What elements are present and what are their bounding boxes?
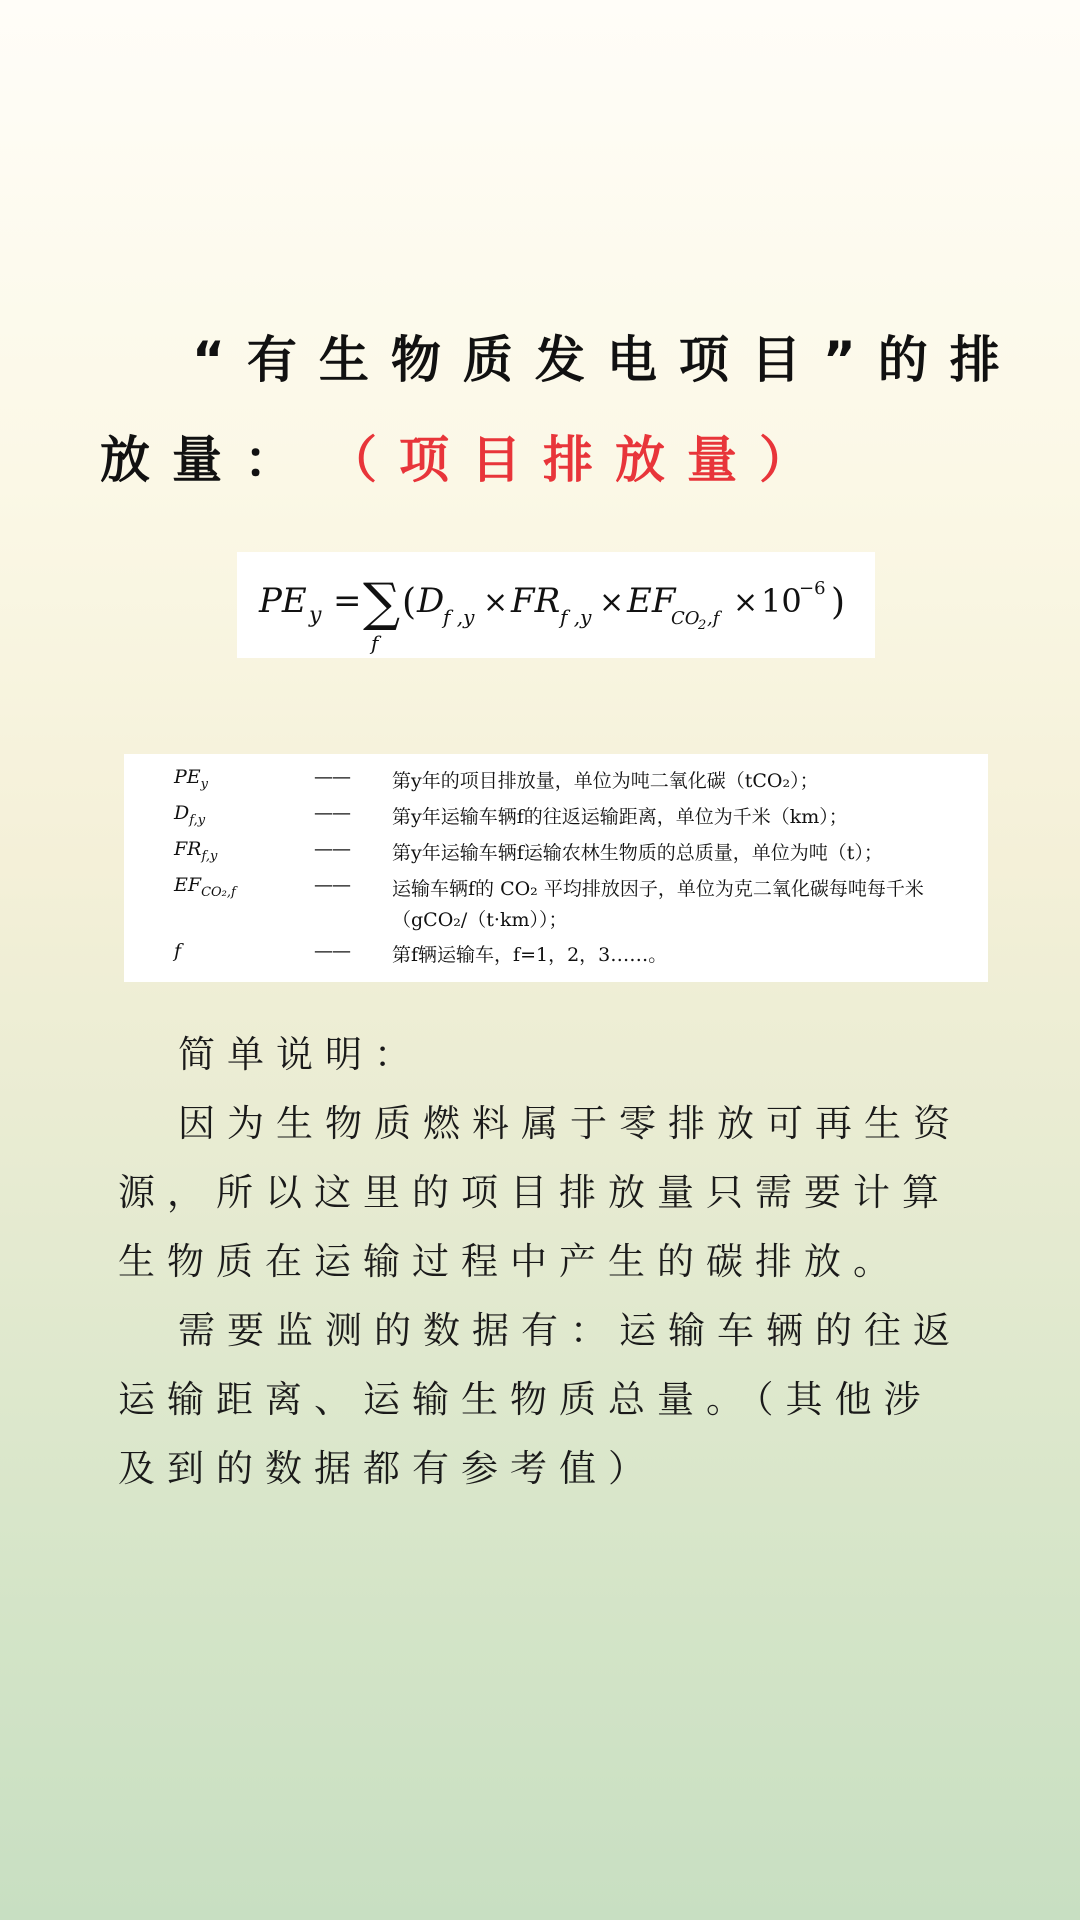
- definition-description: 运输车辆f的 CO₂ 平均排放因子，单位为克二氧化碳每吨每千米（gCO₂/（t·km））；: [392, 878, 924, 931]
- formula-sum-index: f: [371, 631, 379, 655]
- definition-symbol: EF: [174, 874, 202, 896]
- formula-fr: FR: [511, 581, 561, 621]
- definition-symbol: D: [174, 802, 190, 824]
- formula-ef-sub-f: ,f: [707, 608, 720, 629]
- definition-symbol: PE: [174, 766, 201, 788]
- definition-description: 第f辆运输车，f=1，2，3……。: [392, 944, 668, 966]
- explanation-paragraph-1: 因为生物质燃料属于零排放可再生资源，所以这里的项目排放量只需要计算生物质在运输过程中产生的碳排放。: [118, 1102, 962, 1283]
- formula-lhs: PE: [259, 581, 307, 621]
- headline-line-2-red: （项目排放量）: [352, 431, 831, 489]
- definition-symbol: f: [174, 940, 182, 962]
- definition-description: 第y年的项目排放量，单位为吨二氧化碳（tCO₂）；: [392, 770, 819, 792]
- formula-ten: 10: [761, 582, 802, 620]
- formula-lhs-sub: y: [309, 603, 322, 628]
- formula-ef-sub-2: 2: [698, 618, 707, 633]
- formula-sum: ∑: [363, 573, 401, 633]
- definition-subscript: f,y: [201, 848, 218, 864]
- formula-times-2: ×: [599, 585, 625, 620]
- headline-line-2-black: 放量：: [100, 431, 316, 489]
- formula-d: D: [417, 581, 445, 621]
- headline-line-2: [100, 410, 1000, 510]
- headline: [100, 310, 1022, 510]
- formula-fr-sub: f ,y: [560, 605, 592, 629]
- formula-svg: [237, 552, 875, 658]
- definition-description: 第y年运输车辆f的往返运输距离，单位为千米（km）；: [392, 806, 848, 828]
- formula-open-paren: (: [402, 582, 417, 623]
- definition-description: 第y年运输车辆f运输农林生物质的总质量，单位为吨（t）；: [392, 842, 883, 864]
- explanation-heading: 简单说明：: [178, 1033, 423, 1076]
- definition-dash: ——: [314, 802, 350, 824]
- formula-d-sub: f ,y: [443, 605, 475, 629]
- definition-subscript: CO₂,f: [201, 884, 236, 900]
- formula-close-paren: ): [831, 582, 846, 623]
- formula-times-1: ×: [483, 585, 509, 620]
- formula-eq: =: [333, 581, 362, 621]
- definition-dash: ——: [314, 940, 350, 962]
- formula-ef: EF: [627, 581, 676, 621]
- definition-subscript: y: [200, 776, 209, 792]
- explanation-section: [118, 1020, 978, 1503]
- formula-exponent: −6: [799, 578, 826, 599]
- formula-image: [237, 552, 875, 658]
- definition-dash: ——: [314, 874, 350, 896]
- headline-line-1: “有生物质发电项目”的排: [192, 331, 1022, 389]
- definition-subscript: f,y: [189, 812, 206, 828]
- definitions-image: [124, 754, 988, 982]
- formula-ef-sub-co: CO: [671, 608, 700, 629]
- formula-times-3: ×: [733, 585, 759, 620]
- definition-symbol: FR: [174, 838, 202, 860]
- definition-dash: ——: [314, 838, 350, 860]
- explanation-paragraph-2: 需要监测的数据有：运输车辆的往返运输距离、运输生物质总量。（其他涉及到的数据都有参考值）: [118, 1309, 962, 1490]
- definition-dash: ——: [314, 766, 350, 788]
